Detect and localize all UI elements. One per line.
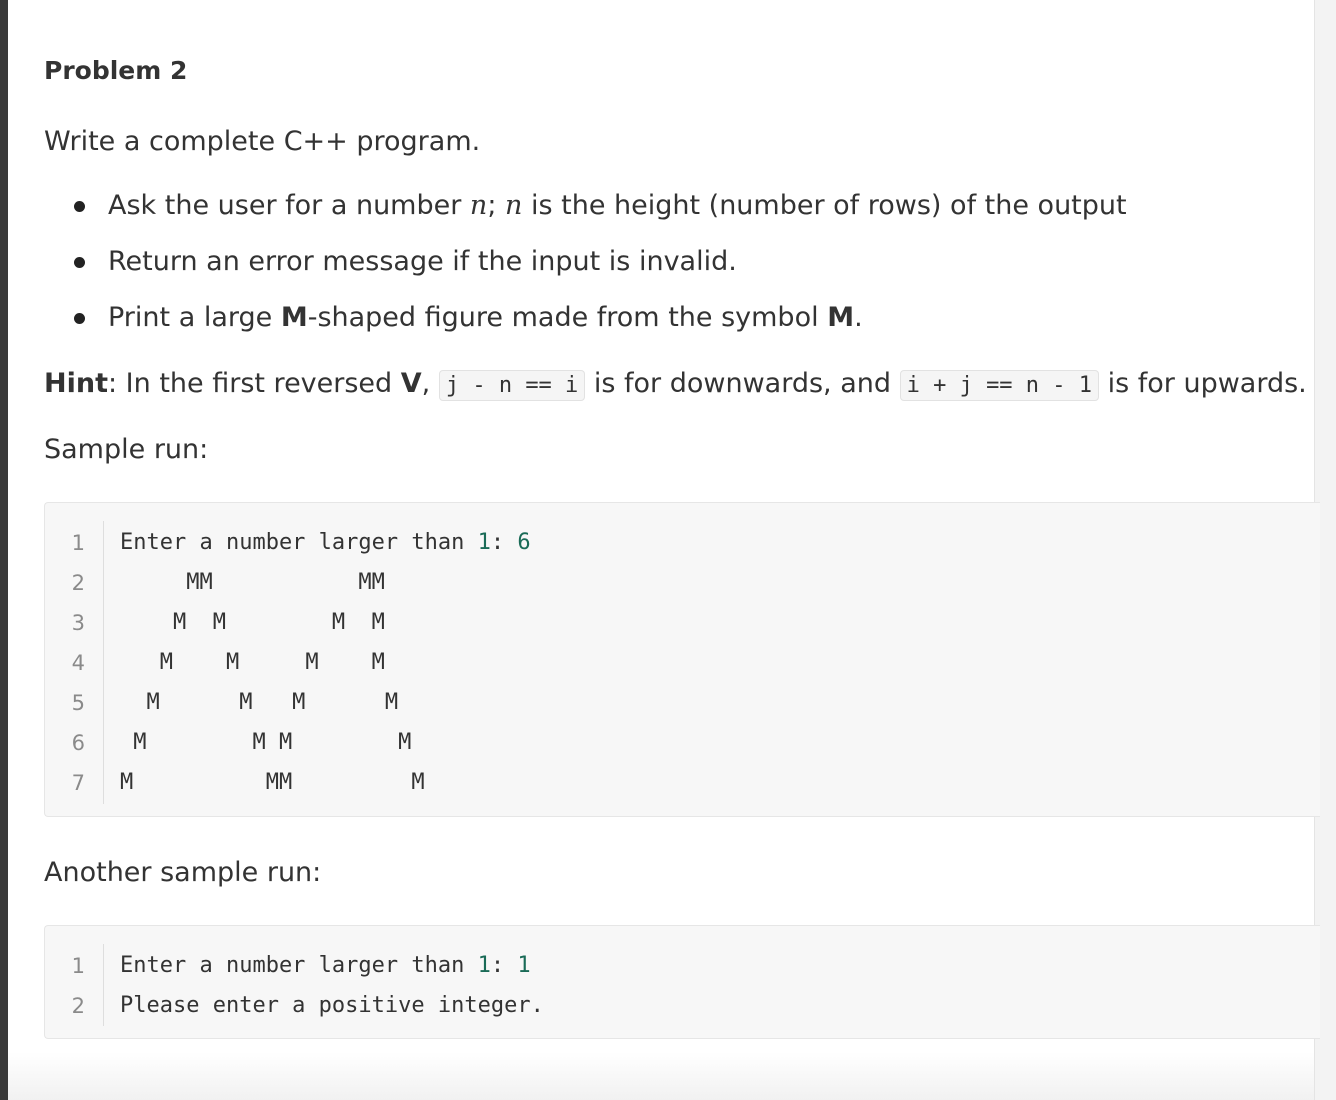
bullet-text: Return an error message if the input is invalid. [108,246,737,277]
sample-run-code-block [44,502,1320,817]
intro-text: Write a complete C++ program. [44,126,481,157]
line-number: 3 [71,611,85,635]
another-sample-run-code-block [44,925,1320,1039]
code-line [45,643,1315,683]
code-text: M M M M [120,730,412,755]
code-line [45,603,1315,643]
another-sample-run-label: Another sample run: [44,857,322,888]
code-line [45,683,1315,723]
line-number: 7 [71,771,85,795]
code-text: M M M M [120,610,385,635]
bold-symbol: M [827,302,855,333]
code-line [45,986,1315,1026]
math-variable: n [469,190,488,221]
hint-text: , [421,368,439,399]
inline-code: j - n == i [439,370,585,401]
code-line [45,523,1315,563]
code-text: M M M M [120,650,385,675]
math-variable: n [505,190,523,221]
bullet-text: is the height (number of rows) of the output [522,190,1127,221]
hint-text: is for downwards, and [585,368,900,399]
bullet-icon [74,257,85,268]
inline-code: i + j == n - 1 [900,370,1099,401]
list-item [44,244,1127,300]
bullet-text: ; [487,190,505,221]
line-number: 4 [71,651,85,675]
line-number: 5 [71,691,85,715]
bullet-text: Ask the user for a number [108,190,470,221]
code-line [45,723,1315,763]
bullet-icon [74,201,85,212]
code-text: Enter a number larger than 1: 1 [120,953,531,978]
code-text: MM MM [120,570,385,595]
hint-label: Hint [44,368,108,399]
hint-paragraph [44,366,1307,404]
sample-run-label: Sample run: [44,434,209,465]
line-number: 1 [71,954,85,978]
code-line [45,563,1315,603]
bullet-icon [74,313,85,324]
left-border [0,0,8,1100]
code-text: Enter a number larger than 1: 6 [120,530,531,555]
hint-text: is for upwards. [1099,368,1307,399]
list-item [44,188,1127,244]
hint-text: : In the first reversed [107,368,401,399]
bullet-text: . [854,302,863,333]
bottom-fade [8,1052,1314,1100]
line-number: 2 [71,571,85,595]
bullet-text: Print a large [108,302,281,333]
code-text: M MM M [120,770,425,795]
code-line [45,763,1315,803]
bold-symbol: M [280,302,308,333]
line-number: 6 [71,731,85,755]
code-text: M M M M [120,690,399,715]
code-line [45,946,1315,986]
code-text: Please enter a positive integer. [120,993,544,1018]
requirements-list [44,188,1127,356]
bullet-text: -shaped figure made from the symbol [307,302,828,333]
list-item [44,300,1127,356]
line-number: 2 [71,994,85,1018]
line-number: 1 [71,531,85,555]
bold-symbol: V [400,368,422,399]
problem-title: Problem 2 [44,56,188,85]
